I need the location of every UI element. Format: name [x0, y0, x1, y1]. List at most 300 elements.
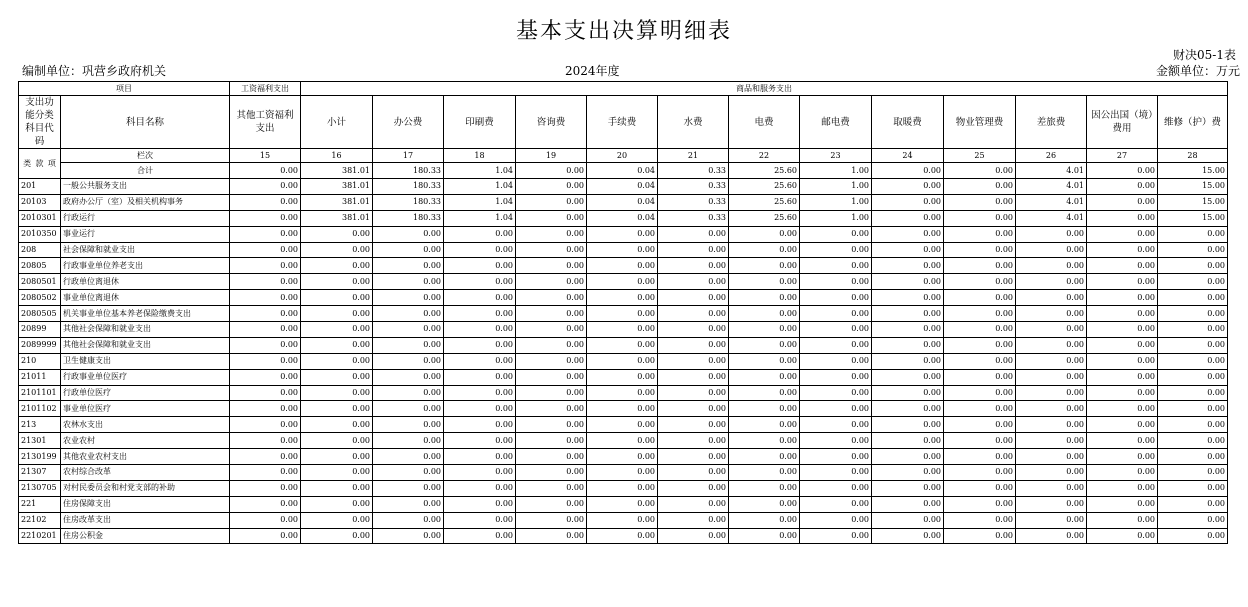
row-value: 0.00	[1016, 337, 1087, 353]
row-value: 0.00	[301, 306, 373, 322]
row-value: 0.00	[800, 322, 872, 338]
row-value: 0.00	[872, 401, 944, 417]
row-value: 4.01	[1016, 194, 1087, 210]
row-value: 0.00	[729, 274, 800, 290]
row-name: 政府办公厅（室）及相关机构事务	[61, 194, 230, 210]
row-value: 0.00	[1016, 242, 1087, 258]
row-value: 1.00	[800, 210, 872, 226]
table-row	[19, 401, 1228, 417]
row-value: 25.60	[729, 210, 800, 226]
row-name: 行政事业单位养老支出	[61, 258, 230, 274]
row-value: 0.00	[1087, 274, 1158, 290]
row-value: 0.00	[729, 226, 800, 242]
column-header: 印刷费	[444, 96, 516, 149]
row-value: 0.00	[444, 242, 516, 258]
row-value: 0.00	[944, 194, 1016, 210]
row-value: 0.00	[373, 242, 444, 258]
row-value: 0.00	[1087, 369, 1158, 385]
row-value: 0.00	[658, 353, 729, 369]
row-value: 0.00	[872, 306, 944, 322]
table-row	[19, 242, 1228, 258]
total-row	[19, 163, 1228, 179]
row-value: 0.00	[301, 274, 373, 290]
total-value: 0.00	[230, 163, 301, 179]
row-name: 住房保障支出	[61, 496, 230, 512]
row-value: 0.00	[587, 528, 658, 544]
row-value: 0.00	[1016, 322, 1087, 338]
row-value: 0.33	[658, 210, 729, 226]
row-value: 0.00	[1016, 290, 1087, 306]
total-value: 1.00	[800, 163, 872, 179]
row-value: 15.00	[1158, 194, 1228, 210]
row-value: 0.00	[800, 226, 872, 242]
row-value: 0.00	[800, 449, 872, 465]
row-value: 0.00	[1087, 512, 1158, 528]
row-value: 0.00	[944, 337, 1016, 353]
row-value: 0.00	[1158, 480, 1228, 496]
row-value: 0.00	[444, 226, 516, 242]
row-value: 0.00	[1016, 528, 1087, 544]
row-value: 0.00	[658, 369, 729, 385]
row-value: 0.00	[1087, 480, 1158, 496]
row-value: 0.00	[872, 290, 944, 306]
row-value: 0.00	[301, 401, 373, 417]
total-value: 381.01	[301, 163, 373, 179]
table-row	[19, 258, 1228, 274]
row-value: 0.00	[444, 496, 516, 512]
row-value: 15.00	[1158, 179, 1228, 195]
row-value: 0.00	[872, 337, 944, 353]
row-value: 0.00	[1087, 258, 1158, 274]
row-value: 0.00	[230, 385, 301, 401]
row-value: 0.00	[1087, 528, 1158, 544]
row-value: 0.00	[1087, 226, 1158, 242]
row-value: 0.00	[516, 353, 587, 369]
row-value: 0.00	[1016, 274, 1087, 290]
row-value: 0.00	[944, 353, 1016, 369]
total-value: 0.00	[872, 163, 944, 179]
row-code: 208	[19, 242, 61, 258]
row-code: 2210201	[19, 528, 61, 544]
row-name: 行政运行	[61, 210, 230, 226]
row-value: 0.00	[373, 306, 444, 322]
row-value: 0.00	[800, 337, 872, 353]
row-value: 0.04	[587, 210, 658, 226]
row-value: 0.00	[444, 401, 516, 417]
row-value: 0.00	[301, 242, 373, 258]
row-value: 0.04	[587, 179, 658, 195]
row-value: 0.00	[1016, 449, 1087, 465]
column-number: 25	[944, 149, 1016, 163]
group-header-row	[19, 82, 1228, 96]
table-row	[19, 480, 1228, 496]
name-header: 科目名称	[61, 96, 230, 149]
row-value: 0.00	[1087, 194, 1158, 210]
row-value: 0.00	[872, 385, 944, 401]
row-value: 0.00	[230, 242, 301, 258]
row-value: 0.00	[444, 369, 516, 385]
row-value: 0.00	[1158, 258, 1228, 274]
row-value: 0.00	[1087, 449, 1158, 465]
category-header	[19, 149, 61, 179]
row-value: 0.00	[587, 385, 658, 401]
row-value: 0.00	[1158, 290, 1228, 306]
row-value: 0.00	[658, 322, 729, 338]
row-value: 0.00	[230, 433, 301, 449]
table-row	[19, 226, 1228, 242]
row-value: 0.00	[587, 322, 658, 338]
row-value: 0.00	[1158, 496, 1228, 512]
row-value: 0.00	[516, 258, 587, 274]
row-name: 行政单位离退休	[61, 274, 230, 290]
row-value: 0.00	[444, 385, 516, 401]
row-value: 0.00	[1158, 337, 1228, 353]
row-value: 0.00	[230, 353, 301, 369]
row-value: 0.00	[1087, 322, 1158, 338]
row-value: 0.00	[301, 496, 373, 512]
row-value: 0.00	[944, 210, 1016, 226]
row-value: 0.00	[1087, 417, 1158, 433]
row-value: 180.33	[373, 194, 444, 210]
column-header: 咨询费	[516, 96, 587, 149]
row-value: 0.00	[373, 449, 444, 465]
total-value: 4.01	[1016, 163, 1087, 179]
row-code: 221	[19, 496, 61, 512]
row-value: 0.00	[800, 274, 872, 290]
row-value: 0.00	[1087, 433, 1158, 449]
column-number: 17	[373, 149, 444, 163]
row-value: 0.00	[301, 385, 373, 401]
row-value: 0.00	[1158, 306, 1228, 322]
column-number: 28	[1158, 149, 1228, 163]
column-header: 其他工资福利支出	[230, 96, 301, 149]
row-value: 0.00	[729, 512, 800, 528]
row-value: 0.00	[230, 226, 301, 242]
table-row	[19, 353, 1228, 369]
column-number: 27	[1087, 149, 1158, 163]
row-value: 0.00	[1158, 274, 1228, 290]
row-value: 0.00	[1158, 417, 1228, 433]
row-value: 0.00	[373, 290, 444, 306]
row-value: 0.00	[1087, 179, 1158, 195]
table-row	[19, 306, 1228, 322]
row-value: 0.00	[1016, 480, 1087, 496]
column-header-row	[19, 96, 1228, 149]
row-value: 1.04	[444, 194, 516, 210]
row-value: 0.00	[444, 433, 516, 449]
row-name: 卫生健康支出	[61, 353, 230, 369]
row-value: 0.00	[230, 322, 301, 338]
row-value: 0.00	[1158, 512, 1228, 528]
row-value: 0.00	[1087, 306, 1158, 322]
row-value: 0.00	[444, 258, 516, 274]
row-value: 0.00	[587, 242, 658, 258]
table-row	[19, 290, 1228, 306]
row-value: 0.00	[658, 401, 729, 417]
row-name: 其他农业农村支出	[61, 449, 230, 465]
row-value: 0.00	[944, 465, 1016, 481]
row-name: 机关事业单位基本养老保险缴费支出	[61, 306, 230, 322]
row-value: 0.00	[658, 433, 729, 449]
row-value: 0.00	[444, 306, 516, 322]
column-number: 24	[872, 149, 944, 163]
total-value: 0.00	[516, 163, 587, 179]
row-value: 0.00	[1016, 465, 1087, 481]
row-value: 0.00	[373, 465, 444, 481]
table-row	[19, 512, 1228, 528]
table-row	[19, 528, 1228, 544]
row-value: 0.00	[1087, 465, 1158, 481]
row-value: 0.00	[658, 226, 729, 242]
row-value: 0.04	[587, 194, 658, 210]
row-code: 2010350	[19, 226, 61, 242]
row-value: 0.00	[587, 417, 658, 433]
row-value: 0.00	[872, 210, 944, 226]
total-value: 1.04	[444, 163, 516, 179]
row-value: 0.00	[373, 528, 444, 544]
row-value: 0.00	[944, 496, 1016, 512]
row-code: 20805	[19, 258, 61, 274]
row-value: 0.00	[658, 337, 729, 353]
row-value: 0.00	[729, 337, 800, 353]
row-value: 0.00	[944, 512, 1016, 528]
row-value: 0.00	[516, 385, 587, 401]
row-value: 180.33	[373, 179, 444, 195]
column-header: 手续费	[587, 96, 658, 149]
total-value: 0.33	[658, 163, 729, 179]
row-value: 0.00	[800, 496, 872, 512]
row-value: 0.00	[516, 465, 587, 481]
row-code: 2130705	[19, 480, 61, 496]
row-value: 0.00	[944, 401, 1016, 417]
cat-kuan: 款	[35, 158, 44, 168]
row-name: 其他社会保障和就业支出	[61, 322, 230, 338]
code-header: 支出功能分类科目代码	[19, 96, 61, 149]
row-value: 0.00	[800, 369, 872, 385]
row-value: 0.00	[944, 306, 1016, 322]
row-value: 0.00	[658, 242, 729, 258]
row-value: 0.00	[944, 274, 1016, 290]
column-header: 物业管理费	[944, 96, 1016, 149]
row-value: 0.00	[516, 337, 587, 353]
row-value: 0.00	[800, 480, 872, 496]
lanci-row	[19, 149, 1228, 163]
row-value: 0.00	[1158, 401, 1228, 417]
row-value: 0.00	[587, 480, 658, 496]
row-value: 0.00	[729, 449, 800, 465]
row-value: 0.00	[444, 465, 516, 481]
row-value: 0.00	[373, 480, 444, 496]
row-value: 0.00	[1087, 337, 1158, 353]
row-value: 0.00	[1158, 369, 1228, 385]
row-value: 25.60	[729, 194, 800, 210]
table-row	[19, 496, 1228, 512]
table-row	[19, 465, 1228, 481]
column-number: 23	[800, 149, 872, 163]
row-value: 0.00	[729, 401, 800, 417]
row-value: 0.00	[587, 512, 658, 528]
table-row	[19, 417, 1228, 433]
row-value: 0.00	[301, 226, 373, 242]
row-value: 0.00	[658, 480, 729, 496]
row-value: 0.00	[658, 274, 729, 290]
row-value: 0.00	[729, 290, 800, 306]
row-value: 0.00	[729, 258, 800, 274]
row-value: 0.00	[230, 528, 301, 544]
row-value: 0.00	[516, 417, 587, 433]
table-row	[19, 369, 1228, 385]
row-value: 0.00	[729, 417, 800, 433]
row-value: 0.00	[516, 306, 587, 322]
form-number: 财决05-1表	[1173, 48, 1236, 62]
row-name: 农林水支出	[61, 417, 230, 433]
row-value: 0.00	[729, 322, 800, 338]
column-number: 20	[587, 149, 658, 163]
row-value: 0.00	[301, 465, 373, 481]
row-value: 0.00	[444, 449, 516, 465]
row-code: 213	[19, 417, 61, 433]
row-value: 0.00	[301, 337, 373, 353]
row-value: 0.00	[1158, 528, 1228, 544]
row-value: 0.00	[1158, 322, 1228, 338]
row-value: 0.00	[800, 528, 872, 544]
row-value: 0.00	[230, 274, 301, 290]
table-row	[19, 194, 1228, 210]
fiscal-year: 2024年度	[565, 64, 620, 78]
row-value: 0.00	[516, 179, 587, 195]
table-row	[19, 322, 1228, 338]
row-value: 0.00	[587, 496, 658, 512]
row-value: 0.00	[1016, 258, 1087, 274]
row-value: 0.00	[658, 449, 729, 465]
row-value: 0.00	[1087, 385, 1158, 401]
cat-lei: 类	[23, 158, 32, 168]
column-header: 维修（护）费	[1158, 96, 1228, 149]
row-value: 0.00	[301, 322, 373, 338]
row-code: 210	[19, 353, 61, 369]
row-value: 0.00	[872, 274, 944, 290]
row-value: 0.00	[230, 401, 301, 417]
column-header: 电费	[729, 96, 800, 149]
row-value: 0.00	[1016, 226, 1087, 242]
row-name: 住房公积金	[61, 528, 230, 544]
row-value: 0.00	[1016, 306, 1087, 322]
row-name: 对村民委员会和村党支部的补助	[61, 480, 230, 496]
row-code: 2089999	[19, 337, 61, 353]
row-value: 0.00	[658, 528, 729, 544]
row-value: 381.01	[301, 179, 373, 195]
row-value: 0.00	[587, 449, 658, 465]
row-value: 0.00	[872, 242, 944, 258]
row-value: 0.00	[658, 306, 729, 322]
row-value: 4.01	[1016, 210, 1087, 226]
goods-group-header: 商品和服务支出	[301, 82, 1228, 96]
row-value: 0.00	[444, 322, 516, 338]
row-value: 0.00	[944, 480, 1016, 496]
row-value: 0.00	[444, 290, 516, 306]
row-name: 社会保障和就业支出	[61, 242, 230, 258]
cat-xiang: 项	[47, 158, 56, 168]
column-header: 邮电费	[800, 96, 872, 149]
row-value: 0.00	[301, 528, 373, 544]
row-value: 0.00	[444, 512, 516, 528]
row-value: 0.00	[944, 242, 1016, 258]
row-value: 0.00	[872, 194, 944, 210]
table-row	[19, 179, 1228, 195]
table-row	[19, 385, 1228, 401]
row-value: 0.00	[516, 274, 587, 290]
column-number: 22	[729, 149, 800, 163]
row-value: 0.00	[373, 496, 444, 512]
row-value: 0.00	[230, 512, 301, 528]
row-value: 0.00	[1016, 496, 1087, 512]
table-row	[19, 210, 1228, 226]
row-value: 0.00	[230, 369, 301, 385]
row-value: 0.00	[1158, 385, 1228, 401]
row-value: 0.00	[1158, 353, 1228, 369]
row-code: 21307	[19, 465, 61, 481]
row-value: 0.00	[516, 433, 587, 449]
row-value: 381.01	[301, 210, 373, 226]
row-value: 0.00	[872, 449, 944, 465]
row-value: 0.00	[373, 274, 444, 290]
row-value: 0.00	[230, 480, 301, 496]
row-name: 行政单位医疗	[61, 385, 230, 401]
row-value: 0.00	[587, 401, 658, 417]
row-code: 201	[19, 179, 61, 195]
row-value: 0.00	[373, 401, 444, 417]
row-value: 0.00	[587, 274, 658, 290]
row-value: 0.00	[1087, 242, 1158, 258]
column-header: 小计	[301, 96, 373, 149]
row-value: 1.00	[800, 194, 872, 210]
column-number: 18	[444, 149, 516, 163]
row-value: 0.00	[729, 496, 800, 512]
row-value: 0.00	[301, 290, 373, 306]
lanci-label: 栏次	[61, 149, 230, 163]
row-value: 0.33	[658, 179, 729, 195]
row-name: 事业运行	[61, 226, 230, 242]
row-value: 0.00	[944, 290, 1016, 306]
row-value: 0.00	[373, 417, 444, 433]
row-value: 0.00	[373, 226, 444, 242]
column-number: 15	[230, 149, 301, 163]
row-value: 0.00	[587, 465, 658, 481]
row-value: 0.00	[516, 512, 587, 528]
row-name: 其他社会保障和就业支出	[61, 337, 230, 353]
row-value: 0.00	[516, 480, 587, 496]
expenditure-table	[18, 81, 1228, 544]
row-value: 381.01	[301, 194, 373, 210]
row-value: 0.00	[872, 480, 944, 496]
row-value: 0.00	[729, 385, 800, 401]
row-value: 0.00	[301, 353, 373, 369]
row-value: 0.00	[516, 449, 587, 465]
row-name: 事业单位医疗	[61, 401, 230, 417]
row-value: 0.00	[516, 242, 587, 258]
row-value: 0.00	[1158, 449, 1228, 465]
row-name: 农村综合改革	[61, 465, 230, 481]
row-value: 0.00	[872, 179, 944, 195]
row-value: 0.00	[800, 306, 872, 322]
row-value: 0.00	[944, 258, 1016, 274]
column-number: 19	[516, 149, 587, 163]
row-value: 0.00	[587, 290, 658, 306]
row-value: 0.00	[444, 528, 516, 544]
row-value: 0.00	[658, 385, 729, 401]
row-value: 0.00	[800, 465, 872, 481]
row-name: 住房改革支出	[61, 512, 230, 528]
